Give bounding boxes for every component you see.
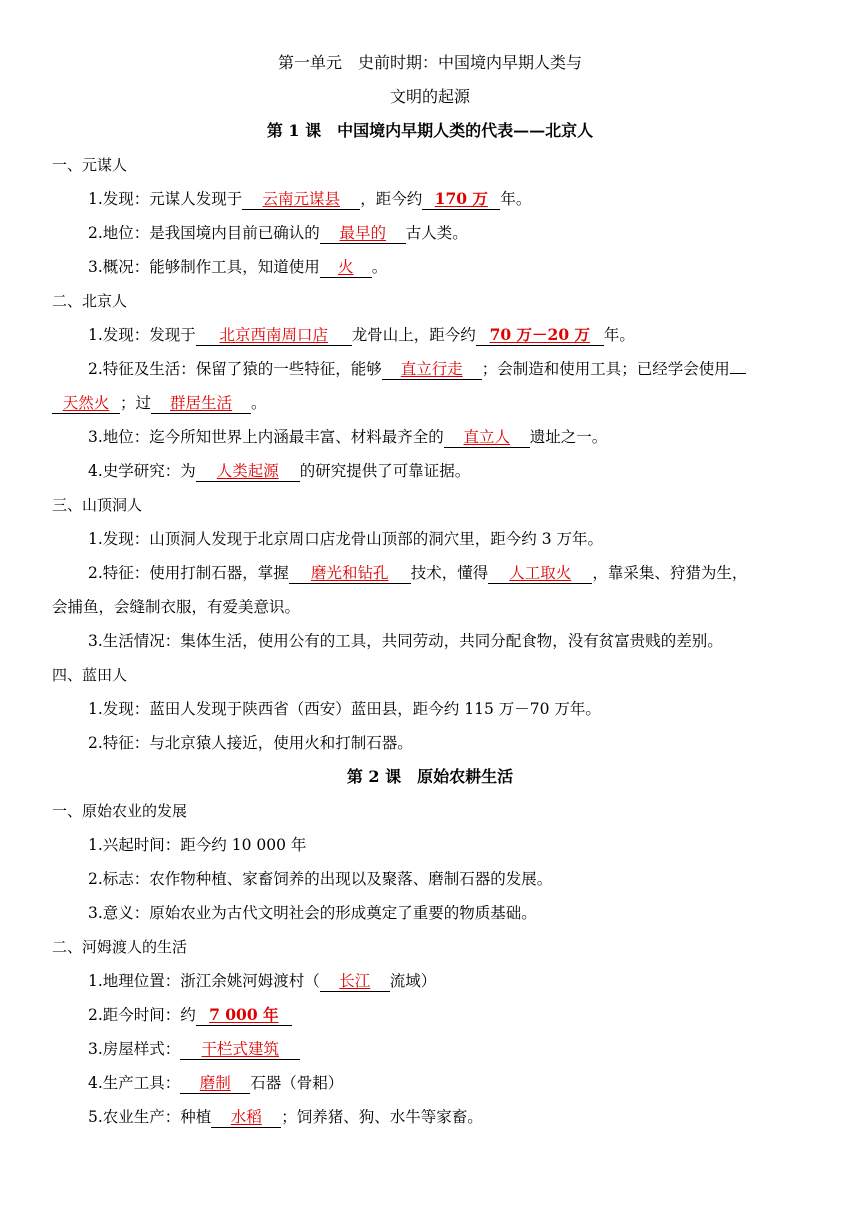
text: ，距今约 [360,190,423,208]
answer-blank [180,1040,300,1060]
text: 古人类。 [405,224,468,242]
agriculture-time: 1.兴起时间：距今约 10 000 年 [88,836,307,854]
answer-blank [196,462,300,482]
unit-title-line-1: 第一单元 史前时期：中国境内早期人类与 [277,53,582,72]
hemudu-time [88,1004,812,1026]
answer-text: 干栏式建筑 [201,1040,280,1058]
lantian-features: 2.特征：与北京猿人接近，使用火和打制石器。 [88,734,413,752]
text: 遗址之一。 [529,428,608,446]
text: ；会制造和使用工具；已经学会使用 [481,360,730,378]
answer-blank [320,972,390,992]
answer-blank [180,1074,250,1094]
text: 流域） [389,972,437,990]
text: 2.地位：是我国境内目前已确认的 [88,224,320,242]
text: 5.农业生产：种植 [88,1108,212,1126]
agriculture-signs: 2.标志：农作物种植、家畜饲养的出现以及聚落、磨制石器的发展。 [88,870,553,888]
yuanmou-overview [88,256,812,278]
text: 的研究提供了可靠证据。 [299,462,471,480]
text: ；饲养猪、狗、水牛等家畜。 [281,1108,483,1126]
answer-text: 云南元谋县 [262,190,341,208]
text: 4.史学研究：为 [88,462,196,480]
answer-blank [242,190,360,210]
section-heading-lantian: 四、蓝田人 [52,666,128,684]
text: 2.距今时间：约 [88,1006,196,1024]
answer-text: 群居生活 [170,394,233,412]
answer-text: 直立人 [463,428,511,446]
hemudu-farming [88,1106,812,1128]
answer-blank [488,564,592,584]
answer-text: 直立行走 [400,360,463,378]
lesson-1-title: 第 1 课 中国境内早期人类的代表——北京人 [266,121,594,140]
answer-blank [730,373,746,374]
answer-text: 人类起源 [216,462,279,480]
section-heading-yuanmou: 一、元谋人 [52,156,128,174]
answer-blank [211,1108,281,1128]
answer-text: 水稻 [230,1108,262,1126]
peking-discovery [88,324,812,346]
answer-text: 最早的 [339,224,387,242]
upper-cave-features [88,562,812,584]
answer-blank [444,428,530,448]
agriculture-meaning: 3.意义：原始农业为古代文明社会的形成奠定了重要的物质基础。 [88,904,537,922]
answer-text: 天然火 [62,394,110,412]
answer-blank [422,189,500,210]
lantian-discovery: 1.发现：蓝田人发现于陕西省（西安）蓝田县，距今约 115 万－70 万年。 [88,700,601,718]
section-heading-agriculture: 一、原始农业的发展 [52,802,188,820]
text: 年。 [603,326,635,344]
upper-cave-life: 3.生活情况：集体生活，使用公有的工具，共同劳动，共同分配食物，没有贫富贵贱的差别。 [88,632,723,650]
section-heading-hemudu: 二、河姆渡人的生活 [52,938,188,956]
upper-cave-discovery: 1.发现：山顶洞人发现于北京周口店龙骨山顶部的洞穴里，距今约 3 万年。 [88,530,604,548]
hemudu-house [88,1038,812,1060]
answer-blank [196,326,352,346]
lesson-2-title: 第 2 课 原始农耕生活 [346,767,514,786]
answer-blank [151,394,251,414]
text: 。 [251,394,267,412]
text: 3.房屋样式： [88,1040,181,1058]
answer-blank [289,564,411,584]
answer-blank [196,1005,292,1026]
answer-text: 170 万 [434,189,488,208]
text: 4.生产工具： [88,1074,181,1092]
text: 2.特征及生活：保留了猿的一些特征，能够 [88,360,382,378]
text: 技术，懂得 [410,564,489,582]
answer-blank [476,325,604,346]
hemudu-tools [88,1072,812,1094]
text: ；过 [120,394,152,412]
peking-features [88,358,812,380]
answer-text: 人工取火 [509,564,572,582]
text: 龙骨山上，距今约 [351,326,476,344]
hemudu-location [88,970,812,992]
text: 1.地理位置：浙江余姚河姆渡村（ [88,972,320,990]
text: 年。 [500,190,532,208]
answer-blank [382,360,482,380]
answer-blank [320,258,372,278]
answer-text: 长江 [339,972,371,990]
yuanmou-discovery [88,188,812,210]
answer-text: 磨光和钻孔 [311,564,389,582]
text: 。 [371,258,388,276]
yuanmou-status [88,222,812,244]
text: 2.特征：使用打制石器，掌握 [88,564,289,582]
peking-research [88,460,812,482]
section-heading-upper-cave: 三、山顶洞人 [52,496,143,514]
text: 1.发现：元谋人发现于 [88,190,243,208]
unit-title-line-2: 文明的起源 [389,87,470,106]
text: 1.发现：发现于 [88,326,196,344]
peking-features-cont [52,392,812,414]
answer-text: 北京西南周口店 [219,326,329,344]
text: 3.地位：迄今所知世界上内涵最丰富、材料最齐全的 [88,428,444,446]
answer-text: 磨制 [199,1074,231,1092]
answer-blank [320,224,406,244]
text: ，靠采集、狩猎为生， [592,564,748,582]
answer-text: 7 000 年 [209,1005,279,1024]
text: 石器（骨耜） [250,1074,344,1092]
section-heading-peking: 二、北京人 [52,292,128,310]
upper-cave-features-cont: 会捕鱼，会缝制衣服，有爱美意识。 [52,598,301,616]
peking-status [88,426,812,448]
answer-text: 火 [338,258,354,276]
answer-text: 70 万－20 万 [489,325,591,344]
text: 3.概况：能够制作工具，知道使用 [88,258,320,276]
answer-blank [52,394,120,414]
